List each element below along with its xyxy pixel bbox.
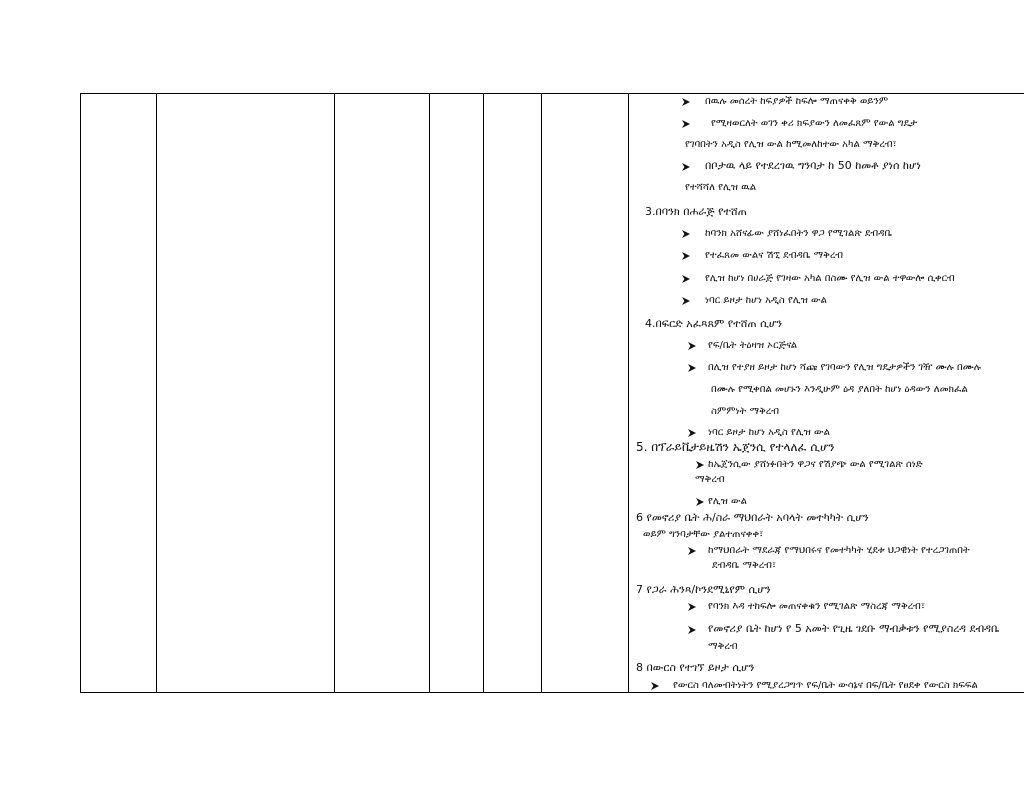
- list-item-continuation: ማቅረብ: [695, 474, 725, 485]
- arrowhead-bullet-icon: [681, 97, 691, 107]
- table-column-border: [483, 93, 484, 693]
- section-heading: 4.በፍርድ አፈጻጸም የተሸጠ ሲሆን: [645, 317, 783, 330]
- list-item: የመኖሪያ ቤት ከሆነ የ 5 አመት የጊዜ ገደቡ ማብቃቱን የሚያስረዳ ደብዳቤ: [708, 622, 1000, 635]
- section-heading: 8 በውርስ የተገኘ ይዞታ ሲሆን: [636, 661, 755, 674]
- arrowhead-bullet-icon: [681, 162, 691, 172]
- list-item: የውርስ ባለመብትነትን የሚያረጋግጥ የፍ/ቤት ውሳኔና በፍ/ቤት የፀደቀ የውርስ ክፍፍል: [673, 680, 978, 691]
- arrowhead-bullet-icon: [687, 546, 697, 556]
- section-heading: 3.በባንክ በሐራጅ የተሸጠ: [645, 205, 747, 218]
- arrowhead-bullet-icon: [681, 229, 691, 239]
- list-item: የባንክ እዳ ተከፍሎ መጠናቀቁን የሚገልጽ ማስረጃ ማቅረብ፣: [708, 601, 925, 612]
- list-item: የሊዝ ውል: [708, 496, 747, 507]
- list-item-continuation: ማቅረብ: [708, 641, 738, 652]
- arrowhead-bullet-icon: [687, 363, 697, 373]
- arrowhead-bullet-icon: [687, 341, 697, 351]
- table-column-border: [429, 93, 430, 693]
- section-heading: 5. በፕራይቬታይዜሽን ኤጀንሲ የተላለፈ ሲሆን: [636, 440, 835, 454]
- arrowhead-bullet-icon: [695, 497, 705, 507]
- table-column-border: [80, 93, 81, 693]
- list-item: የፍ/ቤት ትዕዛዝ ኦርጅናል: [708, 340, 798, 351]
- list-item: የሚዛወርለት ወገን ቀሪ ክፍያውን ለመፈጸም የውል ግዴታ: [711, 118, 918, 129]
- section-heading: 6 የመኖሪያ ቤት ሕ/ስራ ማህበራት አባላት መተካካት ሲሆን: [636, 511, 869, 524]
- list-item: የሊዝ ከሆነ በሀራጅ የገዛው አካል በስሙ የሊዝ ውል ተዋውሎ ሲቀርብ: [705, 273, 955, 284]
- list-item-continuation: የተሻሻለ የሊዝ ዉል: [685, 182, 757, 193]
- table-column-border: [334, 93, 335, 693]
- list-item: ነባር ይዞታ ከሆነ አዲስ የሊዝ ውል: [708, 427, 830, 438]
- arrowhead-bullet-icon: [687, 428, 697, 438]
- arrowhead-bullet-icon: [687, 625, 697, 635]
- arrowhead-bullet-icon: [681, 274, 691, 284]
- table-column-border: [156, 93, 157, 693]
- list-item: በዉሉ መሰረት ከፍያዎች ከፍሎ ማጠናቀቅ ወይንም: [705, 96, 889, 107]
- list-item: በቦታዉ ላይ የተደረገዉ ግንባታ ከ 50 ከመቶ ያነሰ ከሆነ: [705, 159, 921, 172]
- arrowhead-bullet-icon: [681, 251, 691, 261]
- list-item-continuation: ስምምነት ማቅረብ: [711, 406, 780, 417]
- arrowhead-bullet-icon: [681, 296, 691, 306]
- list-item-continuation: ደብዳቤ ማቅረብ፣: [712, 560, 777, 571]
- section-heading: 7 የጋራ ሕንጻ/ኮንደሚኒየም ሲሆን: [636, 583, 771, 596]
- list-item-continuation: የገባበትን አዲስ የሊዝ ውል ከሚመለከተው አካል ማቅረብ፣: [685, 139, 897, 150]
- list-item: የተፈጸመ ውልና ሽኚ ደብዳቤ ማቅረብ: [705, 250, 844, 261]
- section-heading-continuation: ወይም ግንባታቸው ያልተጠናቀቀ፣: [643, 529, 764, 540]
- list-item: በሊዝ የተያዘ ይዞታ ከሆነ ሻጩ የገባውን የሊዝ ግዴታዎችን ገዥ ሙሉ በሙሉ: [708, 362, 981, 373]
- list-item-continuation: በሙሉ የሚቀበል መሆኑን እንዲሁም ዕዳ ያለበት ከሆነ ዕዳውን ለመክፈል: [711, 384, 968, 395]
- table-column-border: [541, 93, 542, 693]
- requirements-cell: [629, 94, 1024, 693]
- arrowhead-bullet-icon: [687, 602, 697, 612]
- list-item: ከባንክ አሸናፊው ያሸነፈበትን ዋጋ የሚገልጽ ደብዳቤ: [705, 228, 893, 239]
- list-item: ነባር ይዞታ ከሆነ አዲስ የሊዝ ውል: [705, 295, 827, 306]
- arrowhead-bullet-icon: [695, 460, 705, 470]
- list-item: ከኤጀንሲው ያሸነፉበትን ዋጋና የሽያጭ ውል የሚገልጽ ሰነድ: [708, 459, 923, 470]
- list-item: ከማህበራት ማደራጃ የማህበሩና የመተካካት ሂደቱ ህጋዊነት የተረጋገጠበት: [708, 545, 970, 556]
- arrowhead-bullet-icon: [681, 119, 691, 129]
- arrowhead-bullet-icon: [650, 681, 660, 691]
